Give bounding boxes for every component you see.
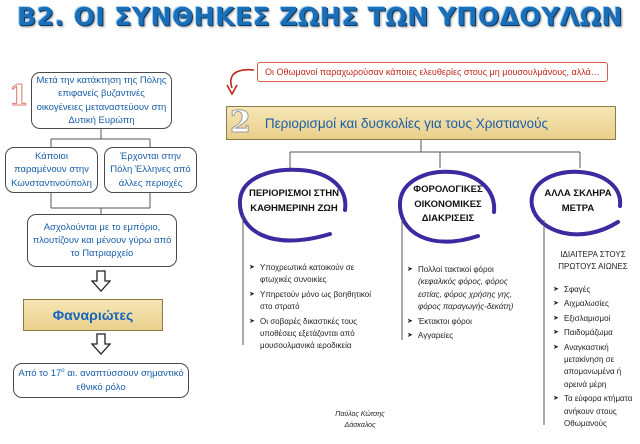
- list-item: ➤ Αναγκαστική μετακίνηση σε απομονωμένα ή ορεινά μέρη: [553, 342, 639, 392]
- box-migration-text: Μετά την κατάκτηση της Πόλης επιφανείς βυζαντινές οικογένειες μεταναστεύουν στη Δυτική Ευρώπη: [36, 74, 167, 126]
- box-national-role-text: Από το $17^o$ αι. αναπτύσσουν σημαντικό εθνικό ρόλο: [18, 368, 184, 393]
- page-title: Β2. ΟΙ ΣΥΝΘΗΚΕΣ ΖΩΗΣ ΤΩΝ ΥΠΟΔΟΥΛΩΝ: [17, 2, 623, 31]
- box-arrive-text: Έρχονται στην Πόλη Έλληνες από άλλες περιοχές: [110, 151, 191, 189]
- phanariotes-label: Φαναριώτες: [52, 307, 134, 323]
- harsh-heading: ΙΔΙΑΙΤΕΡΑ ΣΤΟΥΣ ΠΡΩΤΟΥΣ ΑΙΩΝΕΣ: [558, 250, 628, 272]
- note-freedoms: Οι Οθωμανοί παραχωρούσαν κάποιες ελευθερίες στους μη μουσουλμάνους, αλλά…: [257, 62, 608, 82]
- category-tax: ΦΟΡΟΛΟΓΙΚΕΣ ΟΙΚΟΝΟΜΙΚΕΣ ΔΙΑΚΡΙΣΕΙΣ: [413, 184, 483, 225]
- list-tax: [407, 264, 529, 344]
- box-remain-text: Κάποιοι παραμένουν στην Κωνσταντινούπολη: [11, 151, 92, 189]
- signature: [320, 409, 400, 431]
- list-item: ➤ Αιχμαλωσίες: [553, 298, 639, 310]
- box-commerce-text: Ασχολούνται με το εμπόριο, πλουτίζουν και μένουν γύρω από το Πατριαρχείο: [32, 221, 172, 260]
- main-banner-text: Περιορισμοί και δυσκολίες για τους Χριστιανούς: [264, 115, 548, 131]
- list-item: ➤ Έκτακτοι φόροι: [407, 316, 529, 328]
- list-harsh: [553, 284, 639, 432]
- list-item: ➤ Τα εύφορα κτήματα ανήκουν στους Οθωμανούς: [553, 393, 639, 430]
- list-item: ➤ Υποχρεωτικά κατοικούν σε φτωχικές συνοικίες: [249, 262, 374, 287]
- list-item: ➤ Πολλοί τακτικοί φόροι (κεφαλικός φόρος, φόρος εστίας, φόρος χρήσης γης, φόρος παραγωγής-δεκάτη): [407, 264, 529, 314]
- list-item: ➤ Υπηρετούν μόνο ως βοηθητικοί στο στρατό: [249, 289, 374, 314]
- list-item: ➤ Σφαγές: [553, 284, 639, 296]
- section-number-1: 1: [9, 79, 29, 112]
- list-daily-life: [249, 262, 374, 355]
- list-item: ➤ Εξισλαμισμοί: [553, 313, 639, 325]
- list-item: ➤ Παιδομάζωμα: [553, 327, 639, 339]
- section-number-2: 2: [230, 105, 251, 140]
- signature-name: Παύλος Κώτσης: [335, 411, 385, 418]
- tax-subnote: (κεφαλικός φόρος, φόρος εστίας, φόρος χρήσης γης, φόρος παραγωγής-δεκάτη): [418, 277, 514, 312]
- list-item: ➤ Αγγαρείες: [407, 330, 529, 342]
- category-harsh: ΑΛΛΑ ΣΚΛΗΡΑ ΜΕΤΡΑ: [544, 188, 612, 215]
- signature-role: Δάσκαλος: [344, 422, 376, 430]
- list-item: ➤ Οι σοβαρές δικαστικές τους υποθέσεις εξετάζονται από μουσουλμανικά ιεροδικεία: [249, 316, 374, 353]
- category-daily-life: ΠΕΡΙΟΡΙΣΜΟΙ ΣΤΗΝ ΚΑΘΗΜΕΡΙΝΗ ΖΩΗ: [248, 188, 340, 215]
